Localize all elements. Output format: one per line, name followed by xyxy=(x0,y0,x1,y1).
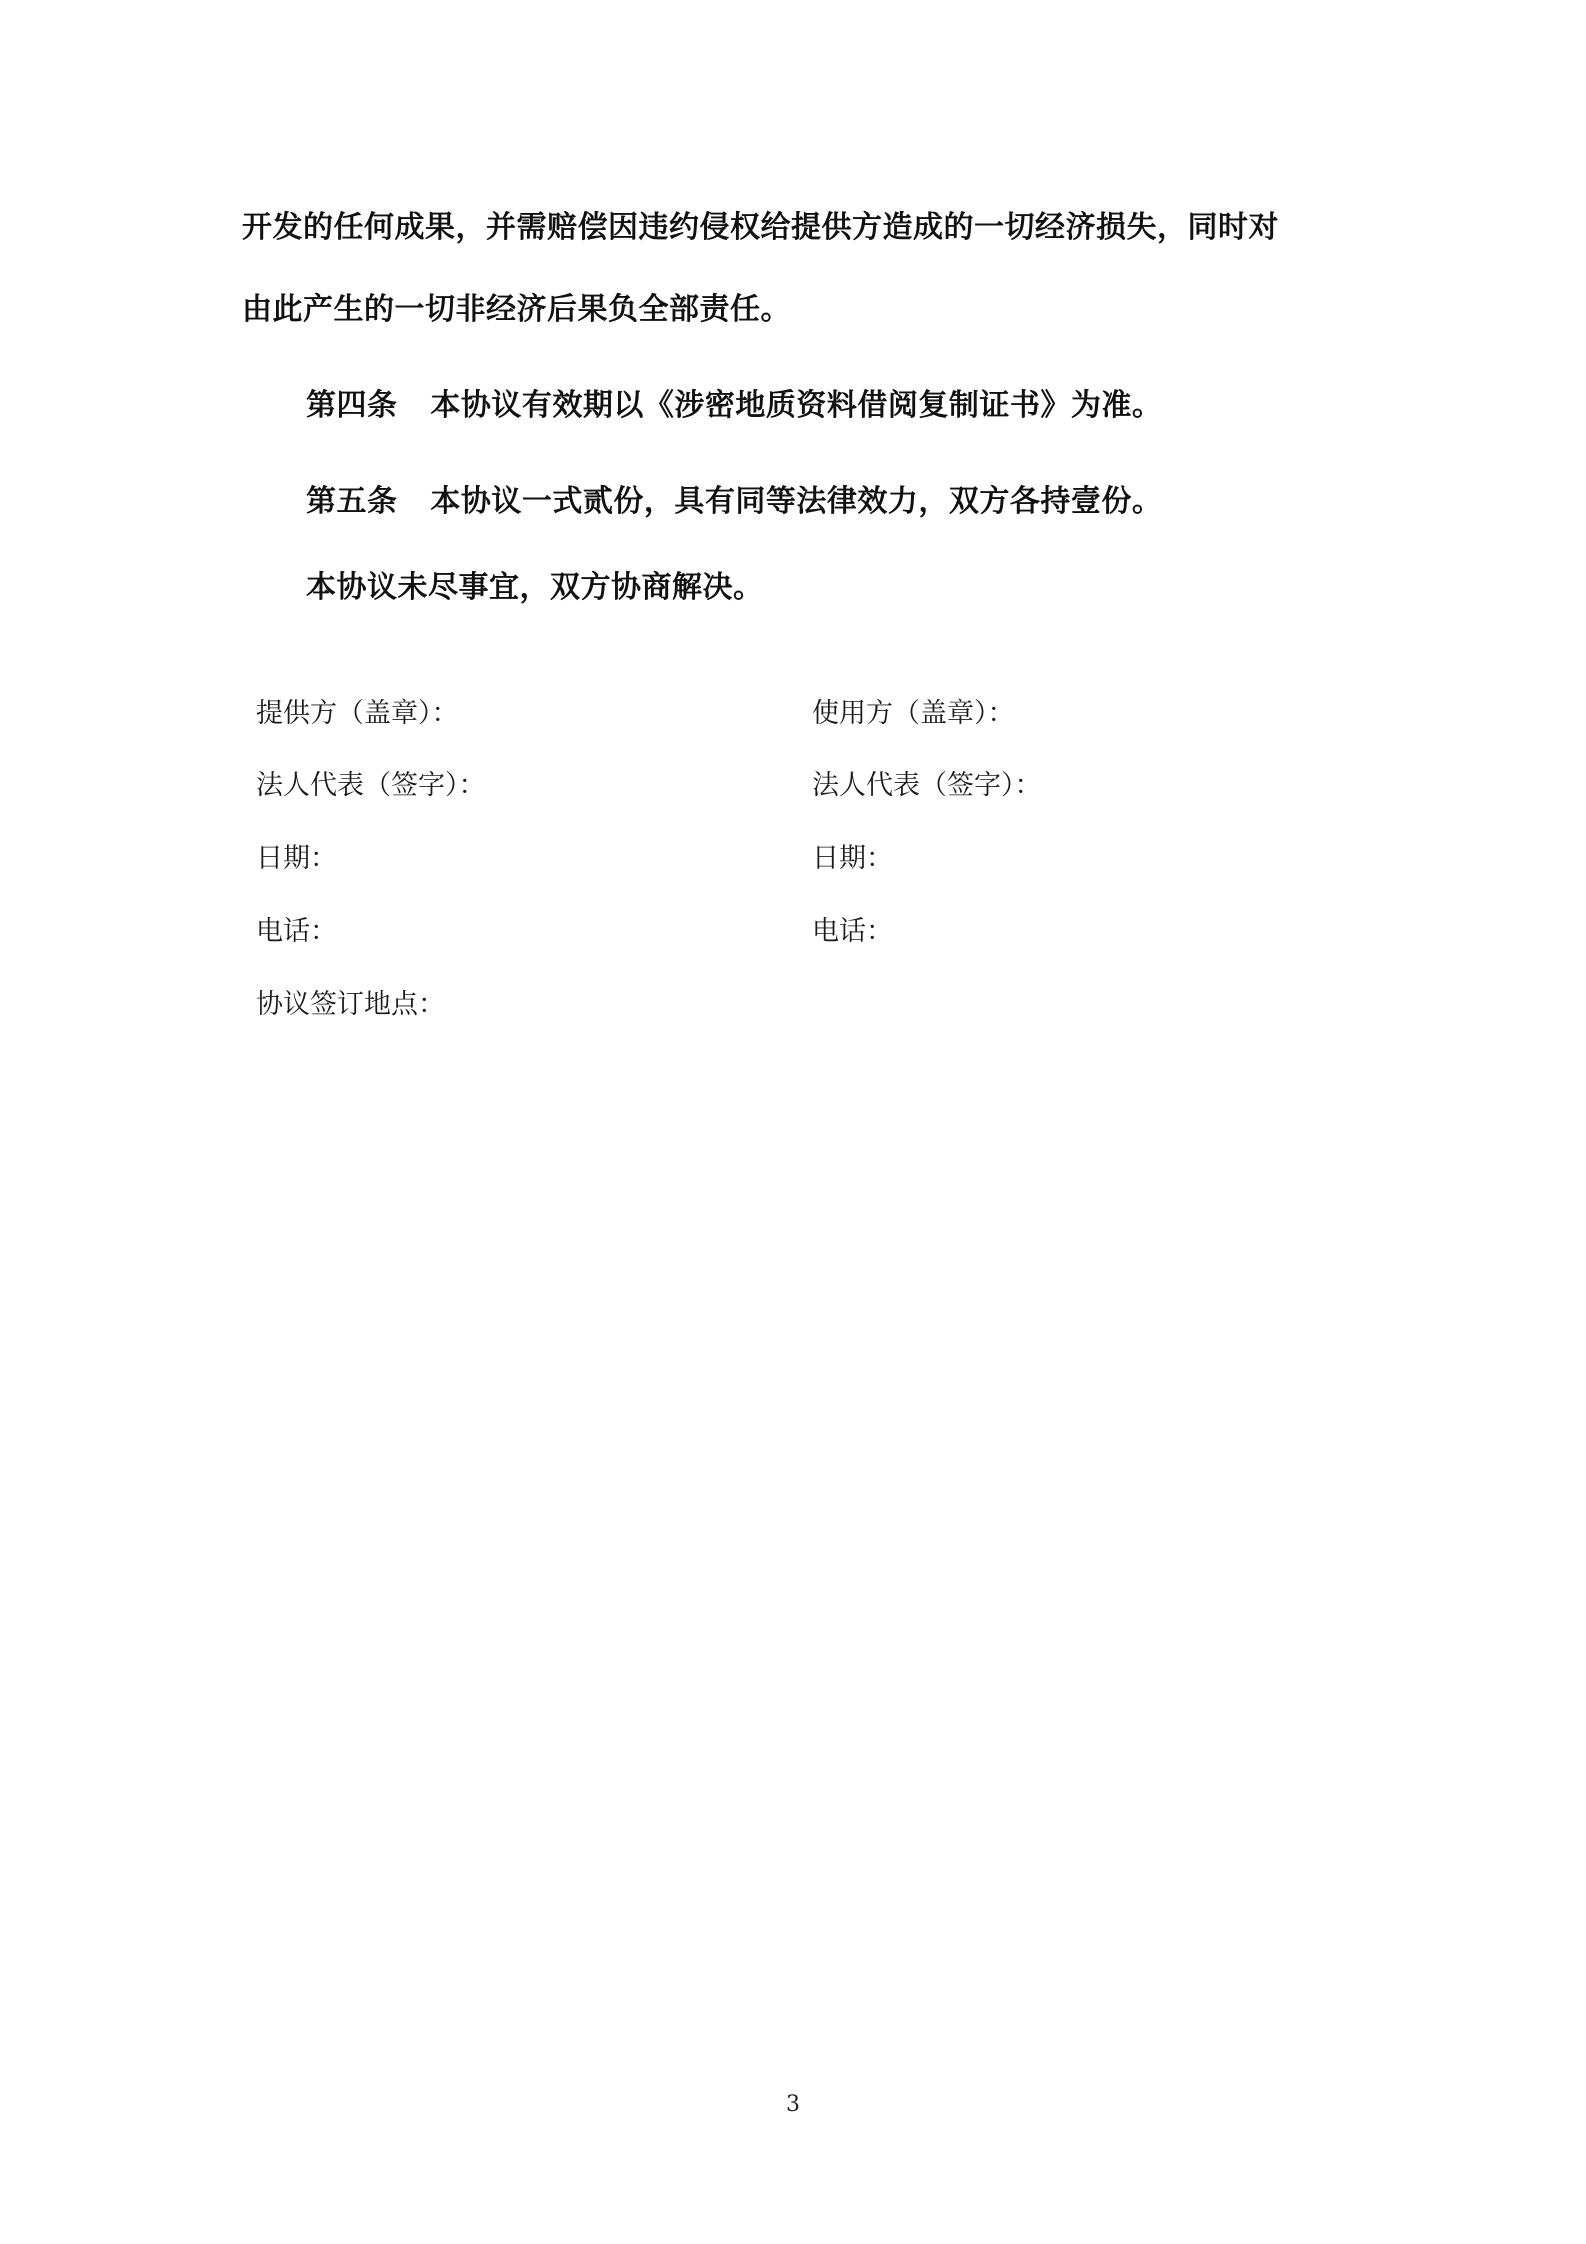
article-4-text: 本协议有效期以《涉密地质资料借阅复制证书》为准。 xyxy=(430,388,1163,423)
article-5-text: 本协议一式贰份，具有同等法律效力，双方各持壹份。 xyxy=(430,484,1163,519)
page-number: 3 xyxy=(786,2092,800,2117)
signing-location-label: 协议签订地点： xyxy=(256,989,445,1020)
article-5-label: 第五条 xyxy=(306,484,398,519)
user-seal-label: 使用方（盖章）： xyxy=(812,698,1015,729)
article-4 xyxy=(306,386,1162,426)
paragraph-continuation-line-1: 开发的任何成果，并需赔偿因违约侵权给提供方造成的一切经济损失，同时对 xyxy=(242,210,1279,245)
paragraph-continuation-line-2: 由此产生的一切非经济后果负全部责任。 xyxy=(242,292,791,327)
article-4-label: 第四条 xyxy=(306,388,398,423)
article-5 xyxy=(306,482,1162,522)
closing-clause: 本协议未尽事宜，双方协商解决。 xyxy=(306,570,764,605)
provider-phone-label: 电话： xyxy=(256,916,337,947)
user-legal-rep-label: 法人代表（签字）： xyxy=(812,770,1042,801)
provider-date-label: 日期： xyxy=(256,843,337,874)
user-date-label: 日期： xyxy=(812,843,893,874)
user-phone-label: 电话： xyxy=(812,916,893,947)
provider-legal-rep-label: 法人代表（签字）： xyxy=(256,770,486,801)
provider-seal-label: 提供方（盖章）： xyxy=(256,698,459,729)
